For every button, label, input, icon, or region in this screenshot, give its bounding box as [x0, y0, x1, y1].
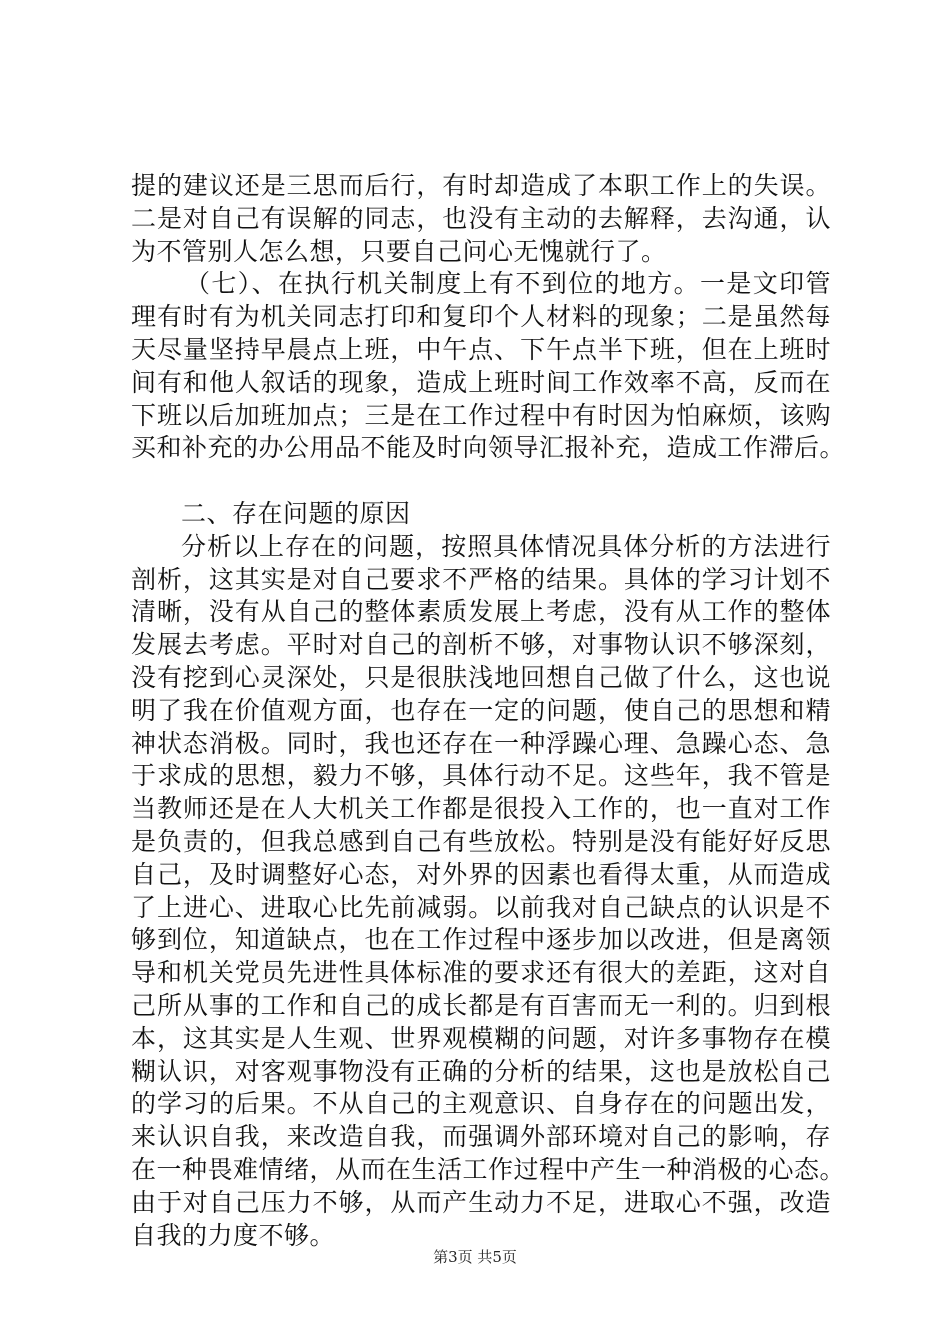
text-line: 天尽量坚持早晨点上班，中午点、下午点半下班，但在上班时	[131, 334, 831, 364]
text-line: 理有时有为机关同志打印和复印个人材料的现象；二是虽然每	[131, 302, 831, 332]
document-body	[131, 170, 846, 1252]
section-heading: 二、存在问题的原因	[181, 498, 411, 528]
text-line: 间有和他人叙话的现象，造成上班时间工作效率不高，反而在	[131, 367, 831, 397]
text-line: 够到位，知道缺点，也在工作过程中逐步加以改进，但是离领	[131, 925, 831, 955]
text-line: 没有挖到心灵深处，只是很肤浅地回想自己做了什么，这也说	[131, 662, 831, 692]
text-line: 在一种畏难情绪，从而在生活工作过程中产生一种消极的心态。	[131, 1154, 846, 1184]
text-line: 自己，及时调整好心态，对外界的因素也看得太重，从而造成	[131, 859, 831, 889]
text-line: 为不管别人怎么想，只要自己问心无愧就行了。	[131, 236, 667, 266]
text-line: 是负责的，但我总感到自己有些放松。特别是没有能好好反思	[131, 826, 831, 856]
text-line: 由于对自己压力不够，从而产生动力不足，进取心不强，改造	[131, 1187, 831, 1217]
text-line: 二是对自己有误解的同志，也没有主动的去解释，去沟通，认	[131, 203, 831, 233]
text-line: 剖析，这其实是对自己要求不严格的结果。具体的学习计划不	[131, 564, 831, 594]
text-line: 神状态消极。同时，我也还存在一种浮躁心理、急躁心态、急	[131, 728, 831, 758]
text-line: 了上进心、进取心比先前减弱。以前我对自己缺点的认识是不	[131, 892, 831, 922]
paragraph-start-line: 分析以上存在的问题，按照具体情况具体分析的方法进行	[181, 531, 831, 561]
blank-line	[131, 465, 831, 498]
text-line: 来认识自我，来改造自我，而强调外部环境对自己的影响，存	[131, 1122, 831, 1152]
paragraph-start-line: （七）、在执行机关制度上有不到位的地方。一是文印管	[185, 269, 831, 299]
text-line: 明了我在价值观方面，也存在一定的问题，使自己的思想和精	[131, 695, 831, 725]
text-line: 于求成的思想，毅力不够，具体行动不足。这些年，我不管是	[131, 761, 831, 791]
text-line: 糊认识，对客观事物没有正确的分析的结果，这也是放松自己	[131, 1056, 831, 1086]
text-line: 本，这其实是人生观、世界观模糊的问题，对许多事物存在模	[131, 1023, 831, 1053]
text-line: 提的建议还是三思而后行，有时却造成了本职工作上的失误。	[131, 171, 831, 200]
text-line: 自我的力度不够。	[131, 1220, 336, 1250]
text-line: 买和补充的办公用品不能及时向领导汇报补充，造成工作滞后。	[131, 433, 846, 463]
text-line: 当教师还是在人大机关工作都是很投入工作的，也一直对工作	[131, 794, 831, 824]
text-line: 导和机关党员先进性具体标准的要求还有很大的差距，这对自	[131, 958, 831, 988]
text-line: 清晰，没有从自己的整体素质发展上考虑，没有从工作的整体	[131, 597, 831, 627]
text-line: 的学习的后果。不从自己的主观意识、自身存在的问题出发，	[131, 1089, 831, 1119]
text-line: 下班以后加班加点；三是在工作过程中有时因为怕麻烦，该购	[131, 400, 831, 430]
text-line: 己所从事的工作和自己的成长都是有百害而无一利的。归到根	[131, 990, 831, 1020]
text-line: 发展去考虑。平时对自己的剖析不够，对事物认识不够深刻，	[131, 630, 831, 660]
page-number-footer: 第3页 共5页	[433, 1248, 517, 1266]
